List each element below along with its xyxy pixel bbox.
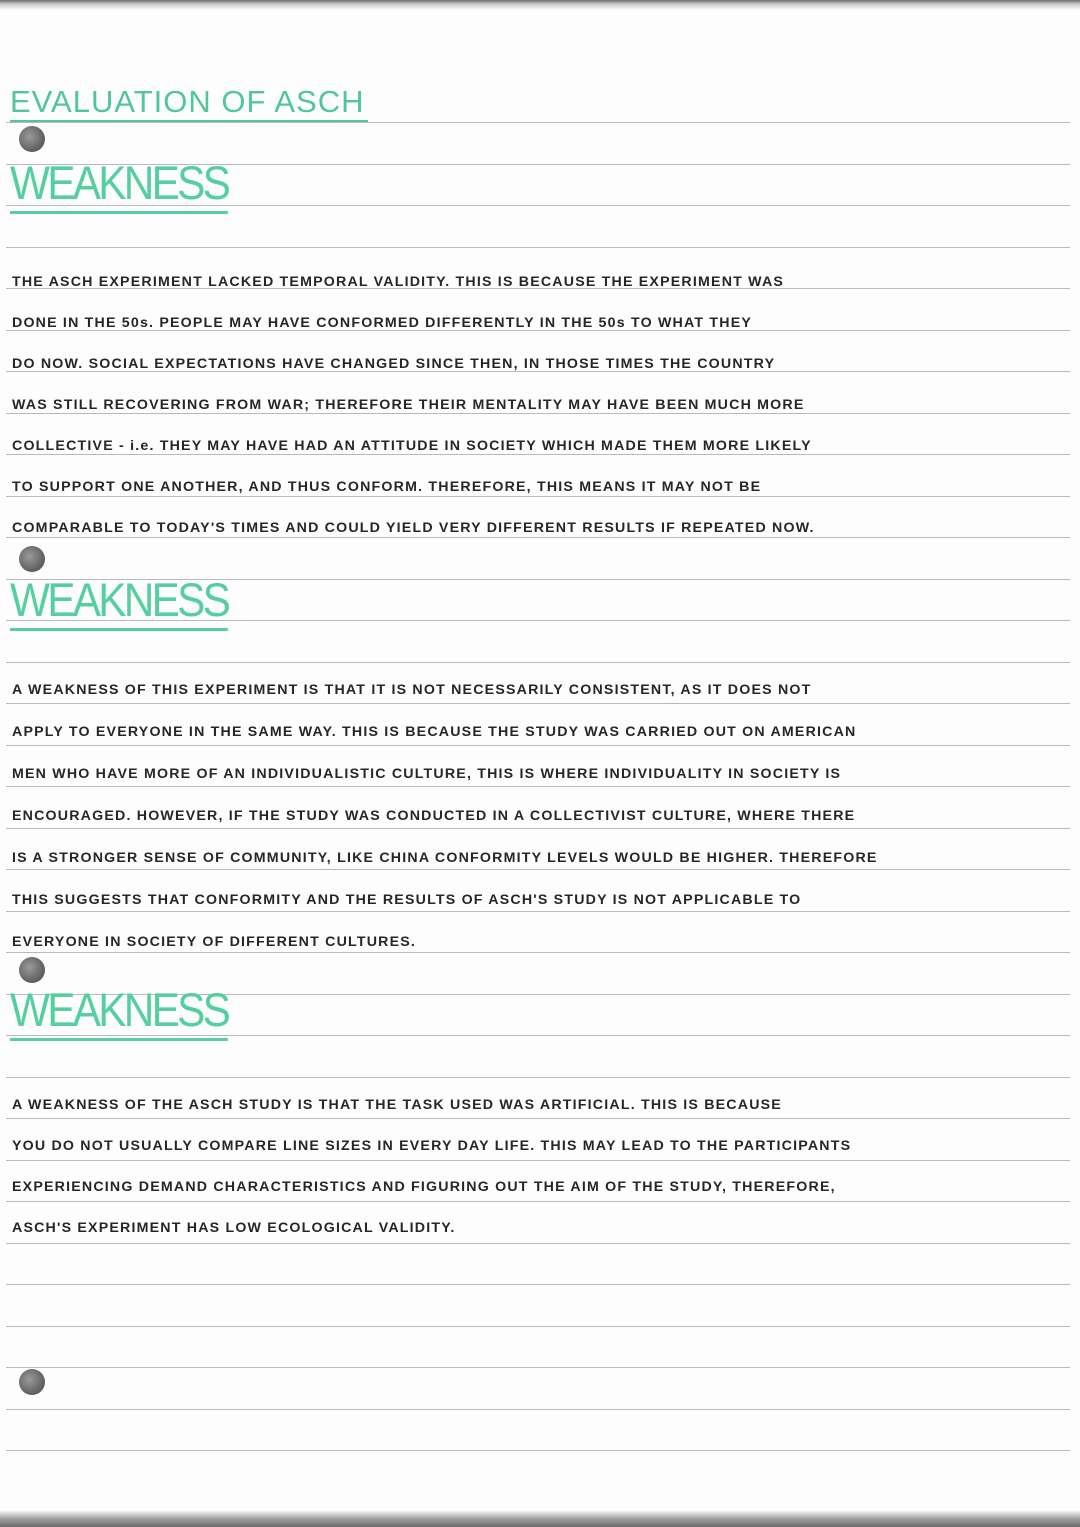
body-line: EVERYONE IN SOCIETY OF DIFFERENT CULTURES. [12, 934, 417, 950]
body-line: THIS SUGGESTS THAT CONFORMITY AND THE RESULTS OF ASCH'S STUDY IS NOT APPLICABLE TO [12, 892, 802, 908]
ruled-line [6, 122, 1070, 123]
body-line: APPLY TO EVERYONE IN THE SAME WAY. THIS IS BECAUSE THE STUDY WAS CARRIED OUT ON AMERICAN [12, 724, 857, 740]
section-body-1 [12, 262, 1067, 549]
ruled-line [6, 1450, 1070, 1451]
ruled-line [6, 662, 1070, 663]
ruled-line [6, 1284, 1070, 1285]
punch-hole [19, 546, 45, 572]
body-line: A WEAKNESS OF THIS EXPERIMENT IS THAT IT IS NOT NECESSARILY CONSISTENT, AS IT DOES NOT [12, 682, 812, 698]
ruled-line [6, 1077, 1070, 1078]
ruled-line [6, 1326, 1070, 1327]
section-heading-3: WEAKNESS [10, 985, 228, 1041]
body-line: COMPARABLE TO TODAY'S TIMES AND COULD YIELD VERY DIFFERENT RESULTS IF REPEATED NOW. [12, 520, 815, 536]
body-line: A WEAKNESS OF THE ASCH STUDY IS THAT THE TASK USED WAS ARTIFICIAL. THIS IS BECAUSE [12, 1097, 782, 1113]
body-line: COLLECTIVE - i.e. THEY MAY HAVE HAD AN ATTITUDE IN SOCIETY WHICH MADE THEM MORE LIKELY [12, 438, 812, 454]
ruled-line [6, 1409, 1070, 1410]
body-line: EXPERIENCING DEMAND CHARACTERISTICS AND FIGURING OUT THE AIM OF THE STUDY, THEREFORE, [12, 1179, 836, 1195]
section-body-3 [12, 1085, 1067, 1249]
body-line: YOU DO NOT USUALLY COMPARE LINE SIZES IN EVERY DAY LIFE. THIS MAY LEAD TO THE PARTICIPANTS [12, 1138, 852, 1154]
body-line: TO SUPPORT ONE ANOTHER, AND THUS CONFORM. THEREFORE, THIS MEANS IT MAY NOT BE [12, 479, 762, 495]
punch-hole [19, 1369, 45, 1395]
section-heading-1: WEAKNESS [10, 158, 228, 214]
section-heading-2: WEAKNESS [10, 575, 228, 631]
page-title: EVALUATION OF ASCH [10, 84, 368, 122]
body-line: ASCH'S EXPERIMENT HAS LOW ECOLOGICAL VALIDITY. [12, 1220, 456, 1236]
ruled-line [6, 247, 1070, 248]
page-bottom-edge [0, 1510, 1080, 1527]
punch-hole [19, 126, 45, 152]
body-line: DONE IN THE 50s. PEOPLE MAY HAVE CONFORMED DIFFERENTLY IN THE 50s TO WHAT THEY [12, 315, 753, 331]
body-line: WAS STILL RECOVERING FROM WAR; THEREFORE THEIR MENTALITY MAY HAVE BEEN MUCH MORE [12, 397, 805, 413]
body-line: ENCOURAGED. HOWEVER, IF THE STUDY WAS CONDUCTED IN A COLLECTIVIST CULTURE, WHERE THERE [12, 808, 856, 824]
body-line: IS A STRONGER SENSE OF COMMUNITY, LIKE CHINA CONFORMITY LEVELS WOULD BE HIGHER. THEREFORE [12, 850, 878, 866]
body-line: DO NOW. SOCIAL EXPECTATIONS HAVE CHANGED SINCE THEN, IN THOSE TIMES THE COUNTRY [12, 356, 776, 372]
ruled-line [6, 1367, 1070, 1368]
section-body-2 [12, 669, 1067, 963]
body-line: MEN WHO HAVE MORE OF AN INDIVIDUALISTIC CULTURE, THIS IS WHERE INDIVIDUALITY IN SOCIETY IS [12, 766, 842, 782]
body-line: THE ASCH EXPERIMENT LACKED TEMPORAL VALIDITY. THIS IS BECAUSE THE EXPERIMENT WAS [12, 274, 785, 290]
page-top-edge [0, 0, 1080, 10]
